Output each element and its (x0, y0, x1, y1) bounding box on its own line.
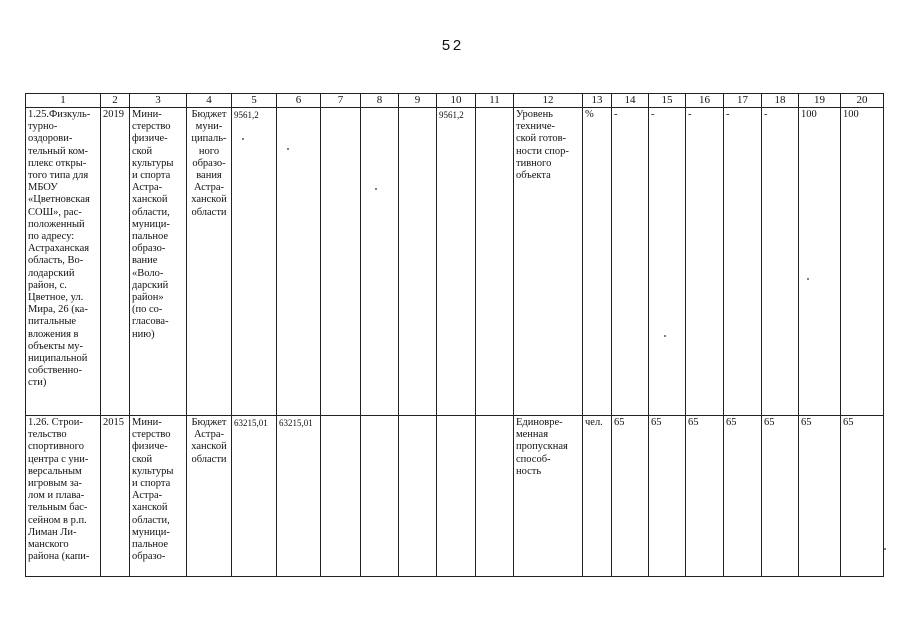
column-header: 13 (583, 94, 612, 108)
table-cell-unit: % (583, 108, 612, 416)
table-cell-value: 65 (612, 416, 649, 577)
table-cell-executor: Мини- стерство физиче- ской культуры и спорта Астра- ханской области, муници- пальное образо- (130, 416, 187, 577)
column-header: 20 (841, 94, 884, 108)
table-cell-value: 65 (724, 416, 762, 577)
table-cell-value: 65 (686, 416, 724, 577)
scan-speck (807, 278, 809, 280)
table-cell-value (399, 108, 437, 416)
table-cell-object: 1.26. Строи- тельство спортивного центра с уни- версальным игровым за- лом и плава- тельным бас- сейном в р.п. Лиман Ли- манского района (капи- (26, 416, 101, 577)
table-cell-value (277, 108, 321, 416)
column-header: 2 (101, 94, 130, 108)
column-header: 18 (762, 94, 799, 108)
table-cell-value: - (724, 108, 762, 416)
scan-speck (242, 138, 244, 140)
table-cell-year: 2015 (101, 416, 130, 577)
column-header: 1 (26, 94, 101, 108)
table-cell-value: 9561,2 (437, 108, 476, 416)
scan-speck (375, 188, 377, 190)
table-cell-value: 63215,01 (232, 416, 277, 577)
table-row (26, 108, 884, 416)
table-cell-year: 2019 (101, 108, 130, 416)
table-cell-value (321, 416, 361, 577)
table-cell-value: - (762, 108, 799, 416)
column-header: 19 (799, 94, 841, 108)
table-cell-value: 100 (799, 108, 841, 416)
table-cell-value (321, 108, 361, 416)
column-header: 6 (277, 94, 321, 108)
column-header: 12 (514, 94, 583, 108)
column-header: 5 (232, 94, 277, 108)
scan-speck (664, 335, 666, 337)
table-cell-indicator: Уровень техниче- ской готов- ности спор- тивного объекта (514, 108, 583, 416)
data-table (25, 93, 884, 577)
column-header: 15 (649, 94, 686, 108)
table-cell-value (399, 416, 437, 577)
table-cell-value: - (649, 108, 686, 416)
column-header: 4 (187, 94, 232, 108)
table-cell-value: 9561,2 (232, 108, 277, 416)
table-cell-value (361, 416, 399, 577)
table-cell-value (476, 416, 514, 577)
column-header: 11 (476, 94, 514, 108)
table-cell-unit: чел. (583, 416, 612, 577)
table-cell-value: 65 (762, 416, 799, 577)
table-row (26, 416, 884, 577)
column-header: 17 (724, 94, 762, 108)
column-header: 14 (612, 94, 649, 108)
table-cell-source: Бюджет муни- ципаль- ного образо- вания Астра- ханской области (187, 108, 232, 416)
column-header: 3 (130, 94, 187, 108)
scan-speck (884, 548, 886, 550)
page-number: 52 (441, 38, 464, 55)
table-cell-value: 100 (841, 108, 884, 416)
table-cell-value (476, 108, 514, 416)
table-cell-executor: Мини- стерство физиче- ской культуры и спорта Астра- ханской области, муници- пальное образо- вание «Воло- дарский район» (по со- гласова- нию) (130, 108, 187, 416)
table-cell-value: 65 (799, 416, 841, 577)
table-cell-source: Бюджет Астра- ханской области (187, 416, 232, 577)
scan-speck (287, 148, 289, 150)
table-cell-object: 1.25.Физкуль- турно- оздорови- тельный ком- плекс откры- того типа для МБОУ «Цветновская СОШ», рас- положенный по адресу: Астраханская область, Во- лодарский район, с. Цветное, ул. Мира, 26 (ка- питальные вложения в объекты му- ниципальной собственно- сти) (26, 108, 101, 416)
column-header: 8 (361, 94, 399, 108)
table-cell-value (437, 416, 476, 577)
column-header: 9 (399, 94, 437, 108)
column-header: 16 (686, 94, 724, 108)
column-header: 7 (321, 94, 361, 108)
table-cell-value: 65 (841, 416, 884, 577)
header-row (26, 94, 884, 108)
table-cell-value: 63215,01 (277, 416, 321, 577)
table-cell-value: 65 (649, 416, 686, 577)
table-cell-value: - (686, 108, 724, 416)
table-cell-value (361, 108, 399, 416)
table-cell-value: - (612, 108, 649, 416)
column-header: 10 (437, 94, 476, 108)
table-cell-indicator: Единовре- менная пропускная способ- ность (514, 416, 583, 577)
